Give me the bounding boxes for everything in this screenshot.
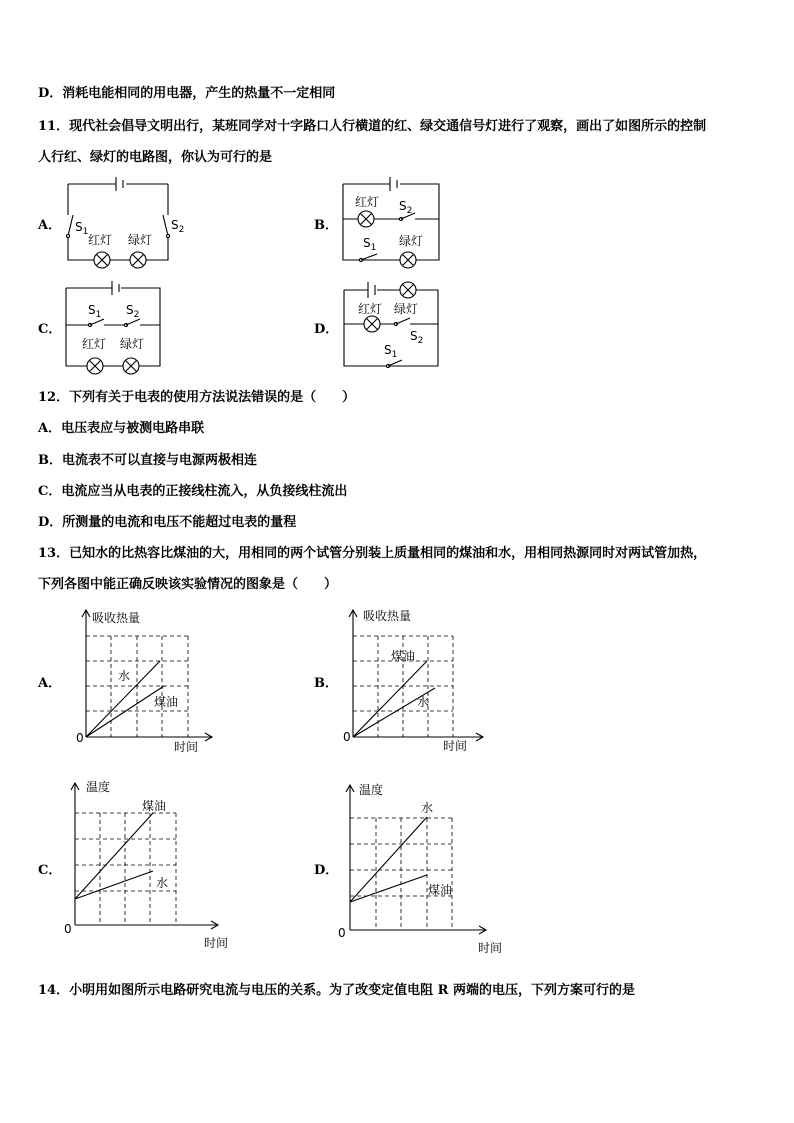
q13-option-d-label: D． (314, 863, 339, 878)
graph-d-kerosene-label: 煤油 (428, 883, 453, 897)
circuit-a-s2: $S_2$ (171, 218, 185, 235)
graph-a-kerosene-label: 煤油 (154, 695, 179, 709)
q13-option-c-label: C． (38, 863, 62, 878)
graph-b-y-label: 吸收热量 (363, 609, 412, 623)
q11-stem-line1: 11．现代社会倡导文明出行，某班同学对十字路口人行横道的红、绿交通信号灯进行了观察，画出了如图所示的控制 (38, 119, 707, 134)
circuit-c-s2: $S_2$ (126, 303, 140, 320)
graph-b-kerosene-label: 煤油 (391, 649, 416, 663)
q12-option-b: B．电流表不可以直接与电源两极相连 (38, 453, 257, 468)
q13-option-a-label: A． (38, 676, 62, 691)
circuit-c-red-lamp (87, 358, 103, 374)
circuit-d-green-label: 绿灯 (394, 302, 419, 316)
graph-d-water-label: 水 (421, 801, 434, 815)
q11-option-d-label: D． (314, 322, 339, 337)
circuit-c-green-lamp (123, 358, 139, 374)
graph-c (60, 775, 230, 955)
q11-stem-line2: 人行红、绿灯的电路图，你认为可行的是 (38, 150, 273, 165)
graph-d-y-label: 温度 (359, 783, 384, 797)
graph-d (330, 775, 510, 955)
q12-option-d: D．所测量的电流和电压不能超过电表的量程 (38, 515, 297, 530)
graph-b-x-label: 时间 (443, 739, 468, 753)
circuit-b (335, 174, 455, 274)
graph-b (325, 600, 495, 760)
q13-stem-line2: 下列各图中能正确反映该实验情况的图象是（ ） (38, 577, 338, 592)
circuit-a-green-lamp (130, 252, 146, 268)
circuit-b-red-lamp (358, 211, 374, 227)
circuit-b-s1: $S_1$ (363, 236, 377, 253)
circuit-d-red-label: 红灯 (358, 302, 383, 316)
circuit-d-s1: $S_1$ (384, 343, 398, 360)
circuit-c (62, 280, 182, 380)
q12-option-c: C．电流应当从电表的正接线柱流入，从负接线柱流出 (38, 484, 348, 499)
graph-c-kerosene-label: 煤油 (142, 799, 167, 813)
graph-b-origin: 0 (343, 730, 351, 744)
graph-d-origin: 0 (338, 926, 346, 940)
circuit-c-s1: $S_1$ (88, 303, 102, 320)
circuit-b-green-lamp (400, 252, 416, 268)
graph-c-origin: 0 (64, 922, 72, 936)
circuit-a-red-lamp (94, 252, 110, 268)
q11-option-a-label: A． (38, 218, 62, 233)
circuit-d-green-lamp (400, 282, 416, 298)
circuit-a-green-label: 绿灯 (128, 233, 153, 247)
graph-c-y-label: 温度 (86, 780, 111, 794)
circuit-a-s1: $S_1$ (75, 220, 89, 237)
q10-option-d: D．消耗电能相同的用电器，产生的热量不一定相同 (38, 86, 336, 101)
circuit-d (338, 278, 458, 378)
circuit-c-red-label: 红灯 (82, 337, 107, 351)
graph-c-water-label: 水 (156, 876, 169, 890)
graph-a-y-label: 吸收热量 (92, 611, 141, 625)
circuit-d-s2: $S_2$ (410, 329, 424, 346)
graph-b-water-label: 水 (417, 695, 430, 709)
graph-a-origin: 0 (76, 731, 84, 745)
circuit-d-red-lamp (364, 316, 380, 332)
graph-c-x-label: 时间 (204, 936, 229, 950)
circuit-a-red-label: 红灯 (88, 233, 113, 247)
q13-stem-line1: 13．已知水的比热容比煤油的大，用相同的两个试管分别装上质量相同的煤油和水，用相同热源同时对两试管加热， (38, 546, 707, 561)
q13-option-b-label: B． (314, 676, 338, 691)
q11-option-c-label: C． (38, 322, 62, 337)
q11-option-b-label: B． (314, 218, 338, 233)
graph-d-x-label: 时间 (478, 941, 503, 955)
q12-stem: 12．下列有关于电表的使用方法说法错误的是（ ） (38, 390, 356, 405)
graph-a (60, 600, 230, 760)
graph-a-x-label: 时间 (174, 740, 199, 754)
circuit-b-s2: $S_2$ (399, 199, 413, 216)
circuit-b-red-label: 红灯 (355, 195, 380, 209)
graph-a-water-label: 水 (118, 669, 131, 683)
circuit-c-green-label: 绿灯 (120, 337, 145, 351)
circuit-b-green-label: 绿灯 (399, 234, 424, 248)
circuit-a (60, 174, 185, 274)
q14-stem: 14．小明用如图所示电路研究电流与电压的关系。为了改变定值电阻 R 两端的电压，下列方案可行的是 (38, 983, 635, 998)
q12-option-a: A．电压表应与被测电路串联 (38, 421, 205, 436)
